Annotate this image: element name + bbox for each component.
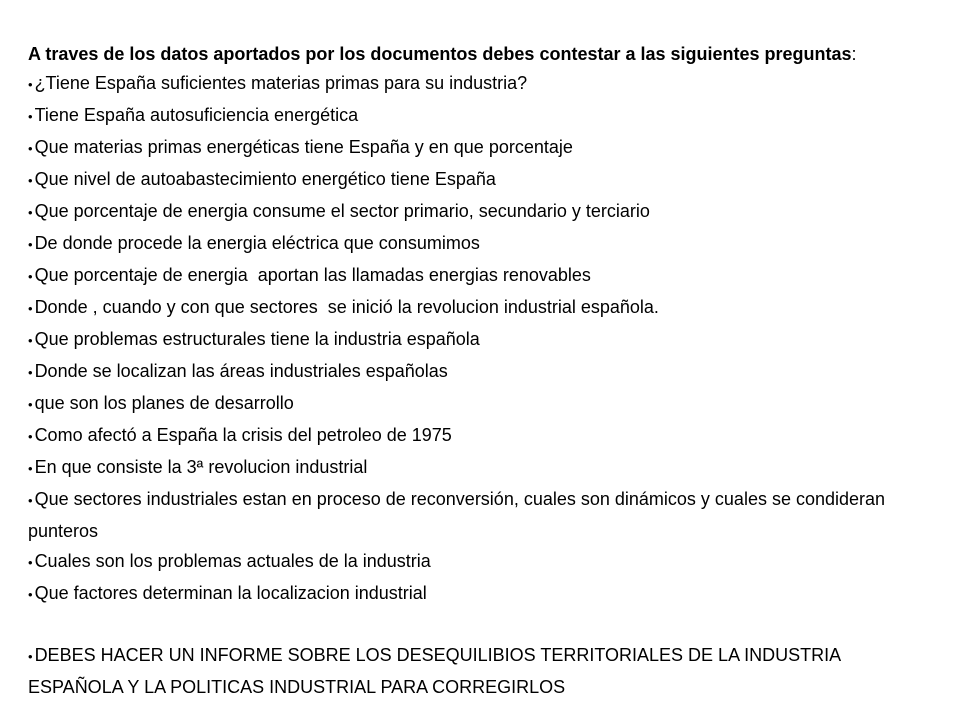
list-item xyxy=(28,546,928,578)
question-text: Que materias primas energéticas tiene España y en que porcentaje xyxy=(34,137,573,157)
bullet-icon: • xyxy=(28,205,33,220)
list-item xyxy=(28,292,928,324)
intro-colon: : xyxy=(851,44,857,64)
question-text: Tiene España autosuficiencia energética xyxy=(34,105,359,125)
question-text: Que sectores industriales estan en proceso de reconversión, cuales son dinámicos y cuales se condideran punteros xyxy=(28,489,886,541)
list-item xyxy=(28,132,928,164)
question-text: que son los planes de desarrollo xyxy=(34,393,294,413)
bullet-icon: • xyxy=(28,587,33,602)
question-text: Que porcentaje de energia aportan las llamadas energias renovables xyxy=(34,265,591,285)
bullet-icon: • xyxy=(28,365,33,380)
bullet-icon: • xyxy=(28,397,33,412)
bullet-icon: • xyxy=(28,429,33,444)
bullet-icon: • xyxy=(28,461,33,476)
question-text: De donde procede la energia eléctrica que consumimos xyxy=(34,233,480,253)
bullet-icon: • xyxy=(28,333,33,348)
question-text: Que factores determinan la localizacion industrial xyxy=(34,583,427,603)
list-item xyxy=(28,260,928,292)
question-text: Que problemas estructurales tiene la industria española xyxy=(34,329,480,349)
bullet-icon: • xyxy=(28,269,33,284)
bullet-icon: • xyxy=(28,301,33,316)
question-text: Donde , cuando y con que sectores se inició la revolucion industrial española. xyxy=(34,297,659,317)
question-text: Como afectó a España la crisis del petroleo de 1975 xyxy=(34,425,452,445)
question-text: Cuales son los problemas actuales de la industria xyxy=(34,551,431,571)
list-item xyxy=(28,452,928,484)
task-text: DEBES HACER UN INFORME SOBRE LOS DESEQUILIBIOS TERRITORIALES DE LA INDUSTRIA ESPAÑOLA Y LA POLITICAS INDUSTRIAL PARA CORREGIRLOS xyxy=(28,645,841,697)
bullet-icon: • xyxy=(28,109,33,124)
question-text: Que nivel de autoabastecimiento energético tiene España xyxy=(34,169,496,189)
question-list xyxy=(28,68,928,610)
list-item xyxy=(28,324,928,356)
bullet-icon: • xyxy=(28,649,33,664)
question-text: Que porcentaje de energia consume el sector primario, secundario y terciario xyxy=(34,201,650,221)
list-item xyxy=(28,68,928,100)
list-item xyxy=(28,484,928,546)
list-item xyxy=(28,228,928,260)
bullet-icon: • xyxy=(28,555,33,570)
list-item xyxy=(28,388,928,420)
list-item xyxy=(28,196,928,228)
list-item xyxy=(28,356,928,388)
question-text: ¿Tiene España suficientes materias primas para su industria? xyxy=(34,73,528,93)
intro-heading xyxy=(28,40,928,68)
slide-content xyxy=(28,40,928,702)
intro-text: A traves de los datos aportados por los documentos debes contestar a las siguientes preguntas xyxy=(28,44,852,64)
bullet-icon: • xyxy=(28,493,33,508)
list-item xyxy=(28,164,928,196)
bullet-icon: • xyxy=(28,237,33,252)
list-item xyxy=(28,100,928,132)
bullet-icon: • xyxy=(28,141,33,156)
bullet-icon: • xyxy=(28,173,33,188)
question-text: Donde se localizan las áreas industriales españolas xyxy=(34,361,448,381)
question-text: En que consiste la 3ª revolucion industrial xyxy=(34,457,368,477)
list-item xyxy=(28,420,928,452)
task-instruction xyxy=(28,640,928,702)
list-item xyxy=(28,578,928,610)
bullet-icon: • xyxy=(28,77,33,92)
